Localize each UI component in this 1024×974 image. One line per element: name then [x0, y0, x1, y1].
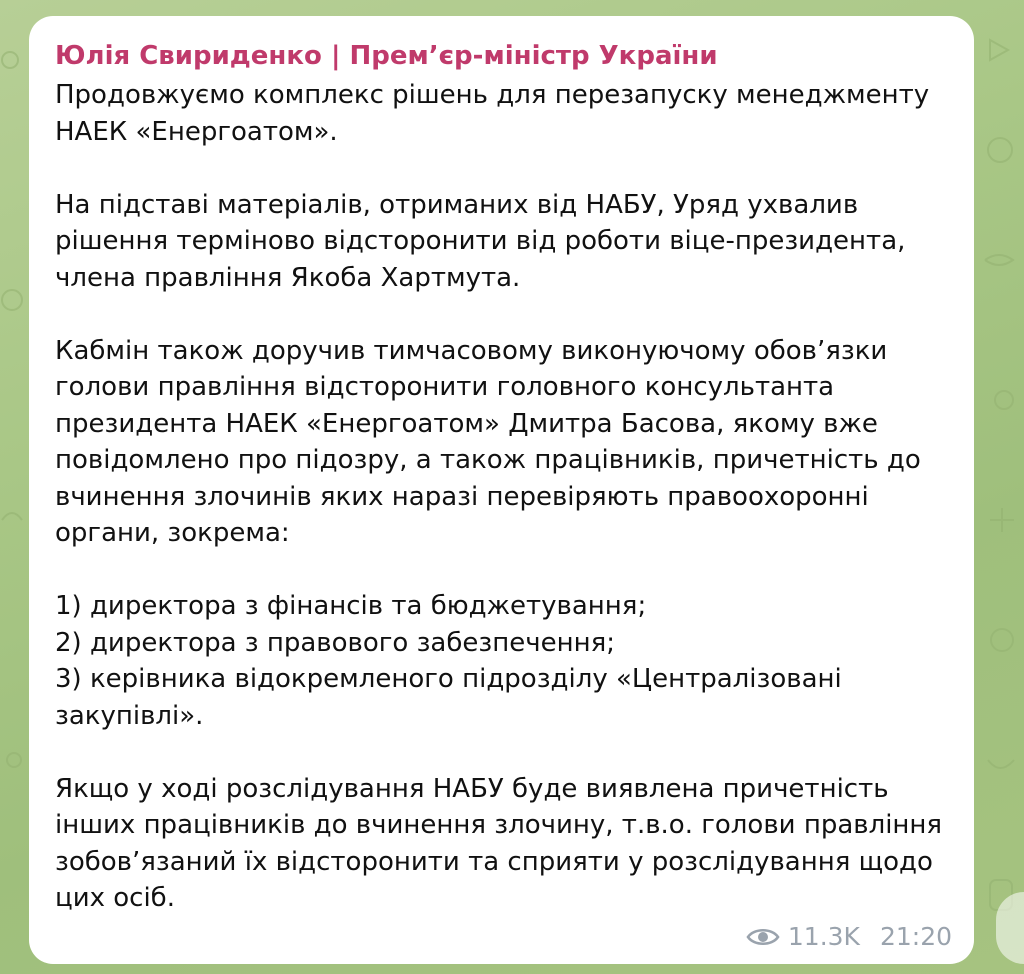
message-line: 2) директора з правового забезпечення; [55, 627, 615, 658]
scroll-down-button[interactable] [996, 892, 1024, 964]
sender-name[interactable]: Юлія Свириденко | Прем’єр-міністр України [55, 41, 718, 71]
message-line: 3) керівника відокремленого підрозділу «Централізовані [55, 664, 842, 694]
message-line: цих осіб. [55, 883, 175, 913]
message-line: вчинення злочинів яких наразі перевіряють правоохоронні [55, 481, 869, 512]
message-line: президента НАЕК «Енергоатом» Дмитра Басова, якому вже [55, 408, 878, 439]
message-meta [746, 922, 952, 952]
message-line: Продовжуємо комплекс рішень для перезапуску менеджменту [55, 80, 930, 110]
paragraph-gap [55, 150, 950, 187]
view-count: 11.3K [787, 922, 860, 951]
message-bubble[interactable] [29, 16, 974, 964]
paragraph-gap [55, 552, 950, 589]
message-line: голови правління відсторонити головного консультанта [55, 372, 835, 402]
message-line: Якщо у ході розслідування НАБУ буде виявлена причетність [55, 773, 889, 804]
message-line: НАЕК «Енергоатом». [55, 116, 338, 147]
message-line: зобов’язаний їх відсторонити та сприяти у розслідування щодо [55, 846, 933, 877]
message-line: На підставі матеріалів, отриманих від НАБУ, Уряд ухвалив [55, 189, 859, 220]
message-line: закупівлі». [55, 700, 204, 731]
message-line: інших працівників до вчинення злочину, т.в.о. голови правління [55, 810, 943, 840]
message-line: рішення терміново відсторонити від роботи віце-президента, [55, 226, 906, 256]
eye-icon [746, 926, 780, 948]
message-text [55, 77, 950, 917]
message-line: члена правління Якоба Хартмута. [55, 262, 521, 293]
message-line: Кабмін також доручив тимчасовому виконуючому обов’язки [55, 335, 888, 366]
message-line: органи, зокрема: [55, 518, 290, 548]
paragraph-gap [55, 734, 950, 771]
message-line: 1) директора з фінансів та бюджетування; [55, 591, 647, 621]
message-line: повідомлено про підозру, а також працівників, причетність до [55, 445, 921, 475]
paragraph-gap [55, 296, 950, 333]
message-time: 21:20 [879, 922, 952, 951]
